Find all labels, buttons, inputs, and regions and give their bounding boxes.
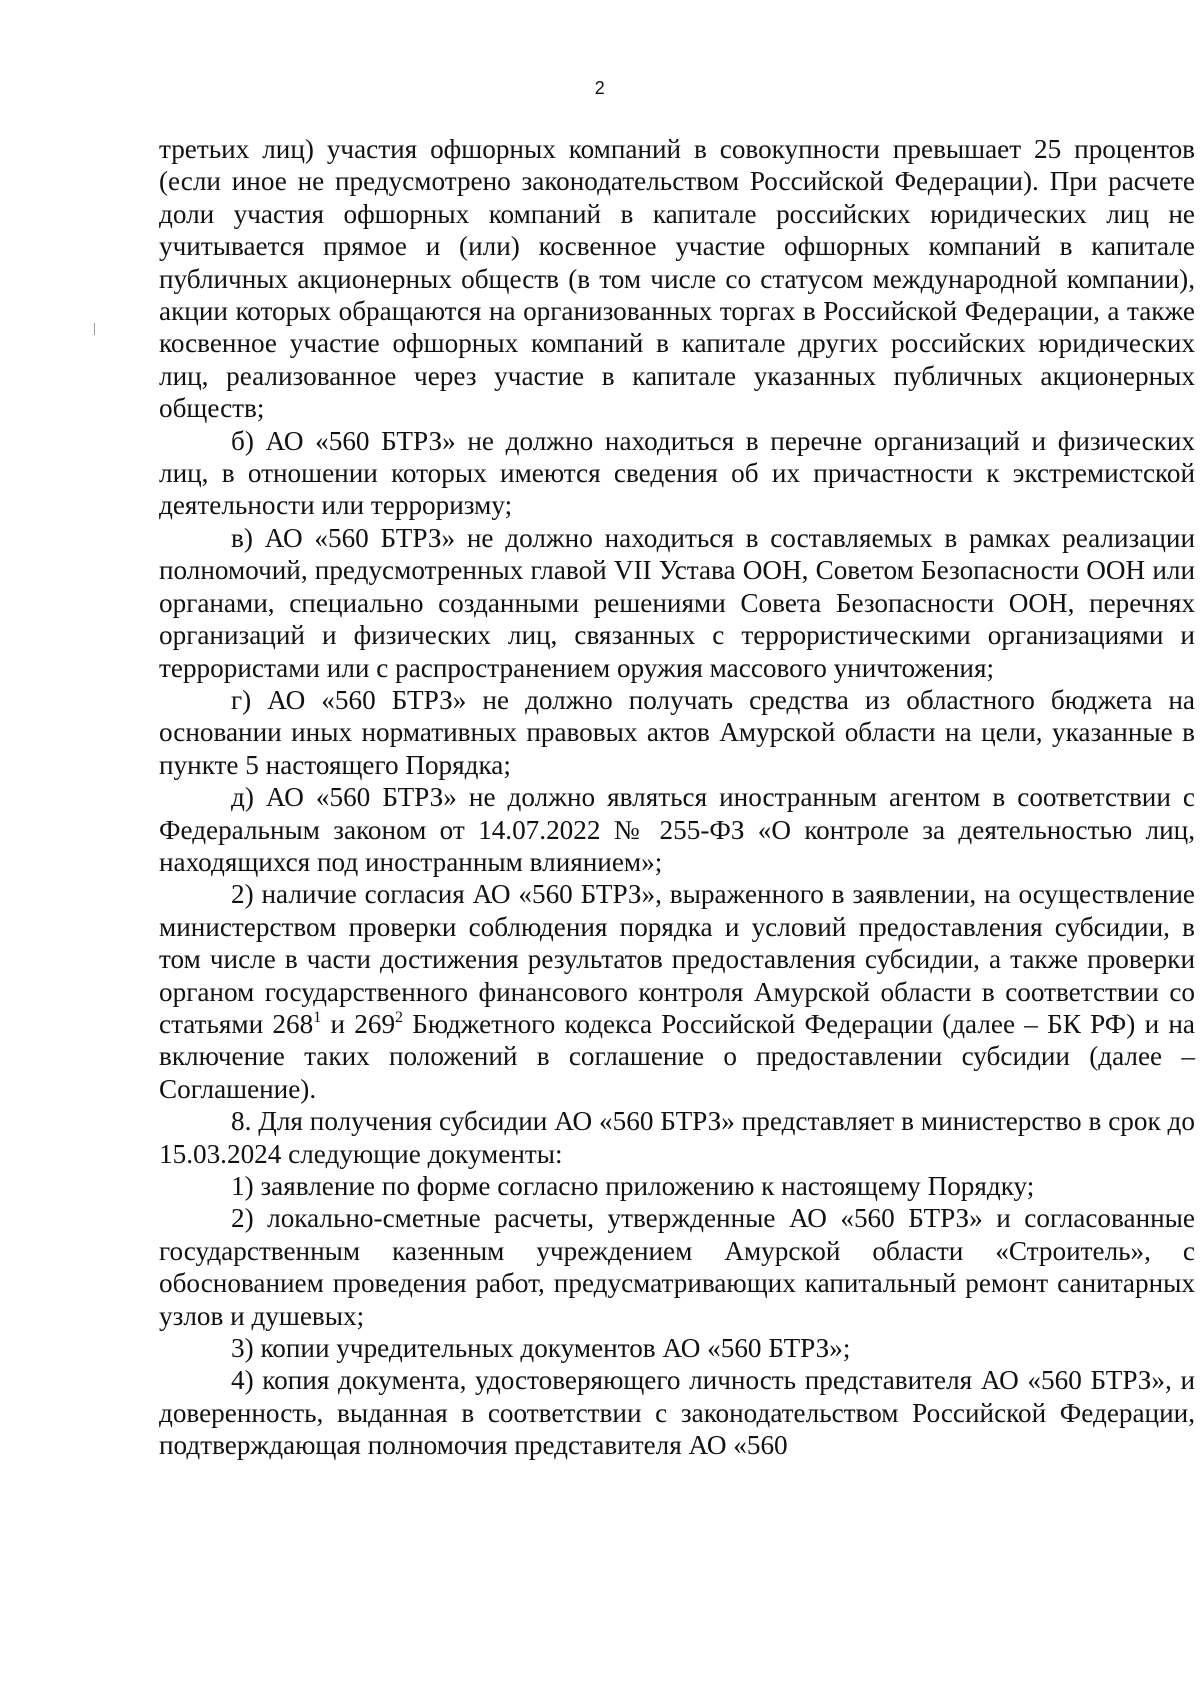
- consent-text-before: 2) наличие согласия АО «560 БТРЗ», выраженного в заявлении, на осуществление министерством проверки соблюдения порядка и условий предоставления субсидии, в том числе в части достижения результатов предоставления субсидии, а также проверки органом государственного финансового контроля Амурской области в соответствии со статьями 268: [159, 879, 1195, 1039]
- consent-text-after: Бюджетного кодекса Российской Федерации (далее – БК РФ) и на включение таких положений в соглашение о предоставлении субсидии (далее – Соглашение).: [159, 1008, 1195, 1104]
- list-item-1-application: 1) заявление по форме согласно приложению к настоящему Порядку;: [231, 1171, 1035, 1201]
- paragraph-b-extremism-list: б) АО «560 БТРЗ» не должно находиться в перечне организаций и физических лиц, в отношении которых имеются сведения об их причастности к экстремистской деятельности или терроризму;: [159, 425, 1195, 521]
- page-number: 2: [594, 78, 606, 98]
- paragraph-offshore-participation: третьих лиц) участия офшорных компаний в совокупности превышает 25 процентов (если иное не предусмотрено законодательством Российской Федерации). При расчете доли участия офшорных компаний в капитале российских юридических лиц не учитывается прямое и (или) косвенное участие офшорных компаний в капитале публичных акционерных обществ (в том числе со статусом международной компании), акции которых обращаются на организованных торгах в Российской Федерации, а также косвенное участие офшорных компаний в капитале других российских юридических лиц, реализованное через участие в капитале указанных публичных акционерных обществ;: [159, 134, 1195, 424]
- article-269-superscript: 2: [395, 1008, 404, 1026]
- list-item-4-identity-document: 4) копия документа, удостоверяющего личность представителя АО «560 БТРЗ», и доверенность, выданная в соответствии с законодательством Российской Федерации, подтверждающая полномочия представителя АО «560: [159, 1365, 1195, 1461]
- document-body: [159, 133, 1195, 1462]
- paragraph-8-documents-intro: 8. Для получения субсидии АО «560 БТРЗ» представляет в министерство в срок до 15.03.2024 следующие документы:: [159, 1106, 1195, 1169]
- list-item-3-founding-documents: 3) копии учредительных документов АО «560 БТРЗ»;: [231, 1333, 851, 1364]
- list-item-2-cost-estimates: 2) локально-сметные расчеты, утвержденные АО «560 БТРЗ» и согласованные государственным казенным учреждением Амурской области «Строитель», с обоснованием проведения работ, предусматривающих капитальный ремонт санитарных узлов и душевых;: [159, 1203, 1195, 1331]
- paragraph-v-un-sanctions-list: в) АО «560 БТРЗ» не должно находиться в составляемых в рамках реализации полномочий, предусмотренных главой VII Устава ООН, Советом Безопасности ООН или органами, специально созданными решениями Совета Безопасности ООН, перечнях организаций и физических лиц, связанных с террористическими организациями и террористами или с распространением оружия массового уничтожения;: [159, 522, 1195, 683]
- article-268-superscript: 1: [313, 1008, 322, 1026]
- scan-artifact-mark: [94, 323, 95, 335]
- paragraph-d-foreign-agent: д) АО «560 БТРЗ» не должно являться иностранным агентом в соответствии с Федеральным законом от 14.07.2022 № 255-ФЗ «О контроле за деятельностью лиц, находящихся под иностранным влиянием»;: [159, 782, 1195, 877]
- consent-text-middle: и 269: [321, 1008, 396, 1039]
- paragraph-2-consent-to-audit: [159, 878, 1195, 1105]
- paragraph-g-budget-funds: г) АО «560 БТРЗ» не должно получать средства из областного бюджета на основании иных нормативных правовых актов Амурской области на цели, указанные в пункте 5 настоящего Порядка;: [159, 684, 1195, 780]
